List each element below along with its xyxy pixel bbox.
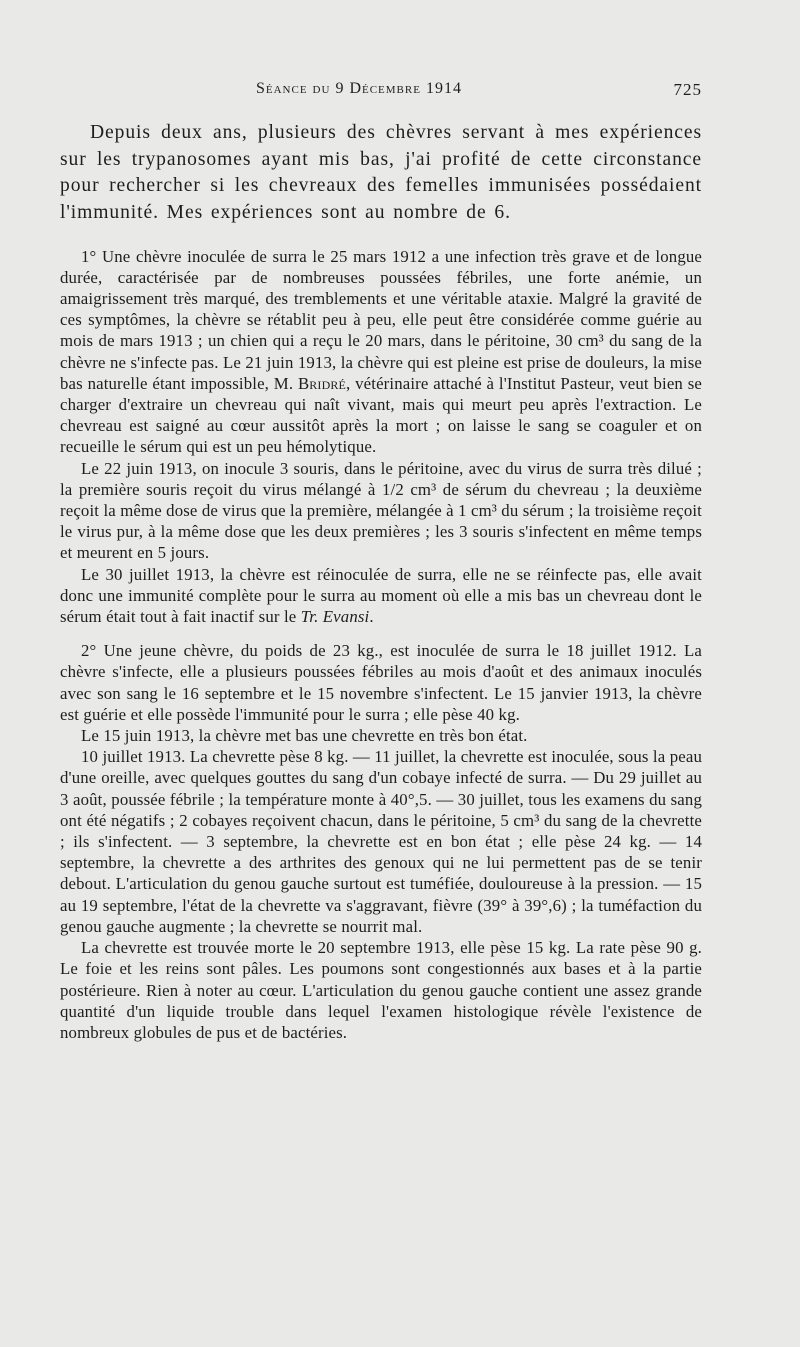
running-title: Séance du 9 Décembre 1914 [256,80,462,97]
experiment-2 [60,640,702,1043]
page-header [60,76,702,104]
experiment-1-paragraph-1 [60,246,702,458]
species-name: Tr. Evansi [300,607,370,627]
experiment-2-paragraph-4: La chevrette est trouvée morte le 20 septembre 1913, elle pèse 15 kg. La rate pèse 90 g. Le foie et les reins sont pâles. Les poumons sont congestionnés aux bases et à la partie postérieure. Rien à noter au cœur. L'articulation du genou gauche contient une assez grande quantité d'un liquide trouble dans lequel l'examen histologique révèle l'existence de nombreux globules de pus et de bactéries. [60,938,702,1042]
experiment-2-paragraph-2: Le 15 juin 1913, la chèvre met bas une chevrette en très bon état. [81,726,528,746]
experiment-1 [60,246,702,628]
experiment-1-paragraph-2: Le 22 juin 1913, on inocule 3 souris, dans le péritoine, avec du virus de surra très dilué ; la première souris reçoit du virus mélangé à 1/2 cm³ de sérum du chevreau ; la deuxième reçoit la même dose de virus que la première, mélangée à 1 cm³ du sérum ; la troisième reçoit le virus pur, à la même dose que les deux premières ; les 3 souris s'infectent en même temps et meurent en 5 jours. [60,458,702,563]
experiment-2-paragraph-3: 10 juillet 1913. La chevrette pèse 8 kg. — 11 juillet, la chevrette est inoculée, sous la peau d'une oreille, avec quelques gouttes du sang d'un cobaye infecté de surra. — Du 29 juillet au 3 août, poussée fébrile ; la température monte à 40°,5. — 30 juillet, tous les examens du sang ont été négatifs ; 2 cobayes reçoivent chacun, dans le péritoine, 5 cm³ du sang de la chevrette ; ils s'infectent. — 3 septembre, la chevrette est en bon état ; elle pèse 24 kg. — 14 septembre, la chevrette a des arthrites des genoux qui ne lui permettent pas de se tenir debout. L'articulation du genou gauche surtout est tuméfiée, douloureuse à la pression. — 15 au 19 septembre, l'état de la chevrette va s'aggravant, fièvre (39° à 39°,6) ; la tuméfaction du genou gauche augmente ; la chevrette se nourrit mal. [60,747,702,936]
experiment-1-text-a: 1° Une chèvre inoculée de surra le 25 mars 1912 a une infection très grave et de longue durée, caractérisée par de nombreuses poussées fébriles, une forte anémie, un amaigrissement très marqué, des tremblements et une véritable ataxie. Malgré la gravité de ces symptômes, la chèvre se rétablit peu à peu, elle peut être considérée comme guérie au mois de mars 1913 ; un chien qui a reçu le 20 mars, dans le péritoine, 30 cm³ du sang de la chèvre ne s'infecte pas. Le 21 juin 1913, la chèvre qui est pleine est prise de douleurs, la mise bas naturelle étant impossible, M. [60,246,702,393]
experiment-1-text-b: , vétérinaire attaché à l'Institut Pasteur, veut bien se charger d'extraire un chevreau qui naît vivant, mais qui meurt peu après l'extraction. Le chevreau est saigné au cœur aussitôt après la mort ; on laisse le sang se coaguler et on recueille le sérum qui est un peu hémolytique. [60,373,702,457]
person-name: Bridré [297,373,347,393]
intro-paragraph: Depuis deux ans, plusieurs des chèvres servant à mes expériences sur les trypanosomes ayant mis bas, j'ai profité de cette circonstance pour rechercher si les chevreaux des femelles immunisées possédaient l'immunité. Mes expériences sont au nombre de 6. [60,122,702,223]
experiment-1-paragraph-3 [60,564,702,628]
experiment-1-paragraph-3-end: . [369,607,374,627]
experiment-2-paragraph-1: 2° Une jeune chèvre, du poids de 23 kg., est inoculée de surra le 18 juillet 1912. La chèvre s'infecte, elle a plusieurs poussées fébriles au mois d'août et des animaux inoculés avec son sang le 16 septembre et le 15 novembre s'infectent. Le 15 janvier 1913, la chèvre est guérie et elle possède l'immunité pour le surra ; elle pèse 40 kg. [60,641,702,724]
page-number: 725 [673,80,702,99]
experiment-1-paragraph-3-text: Le 30 juillet 1913, la chèvre est réinoculée de surra, elle ne se réinfecte pas, elle avait donc une immunité complète pour le surra au moment où elle a mis bas un chevreau dont le sérum était tout à fait inactif sur le [60,564,702,627]
